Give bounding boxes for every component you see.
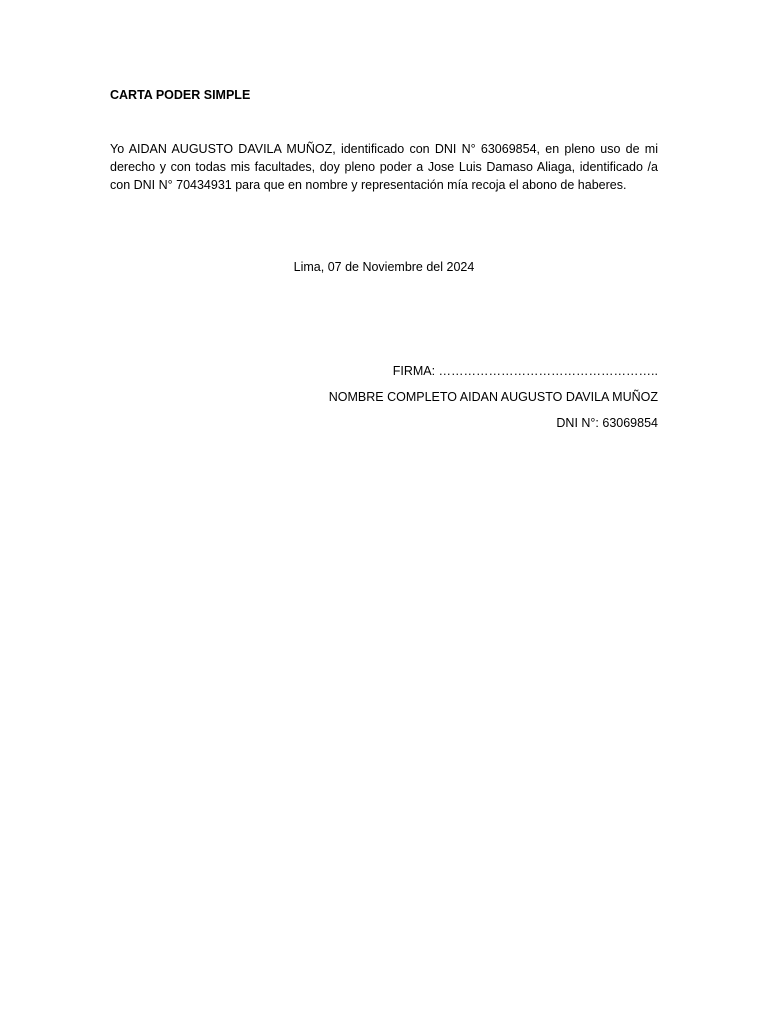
date-line: Lima, 07 de Noviembre del 2024 (293, 260, 475, 274)
document-title: CARTA PODER SIMPLE (110, 88, 251, 102)
signature-full-name: NOMBRE COMPLETO AIDAN AUGUSTO DAVILA MUÑOZ (328, 390, 658, 404)
signature-firma-line: FIRMA: …………………………………………….. (392, 364, 658, 378)
signature-dni: DNI N°: 63069854 (556, 416, 658, 430)
document-body-paragraph: Yo AIDAN AUGUSTO DAVILA MUÑOZ, identificado con DNI N° 63069854, en pleno uso de mi derecho y con todas mis facultades, doy pleno poder a Jose Luis Damaso Aliaga, identificado /a con DNI N° 70434931 para que en nombre y representación mía recoja el abono de haberes. (110, 142, 658, 192)
